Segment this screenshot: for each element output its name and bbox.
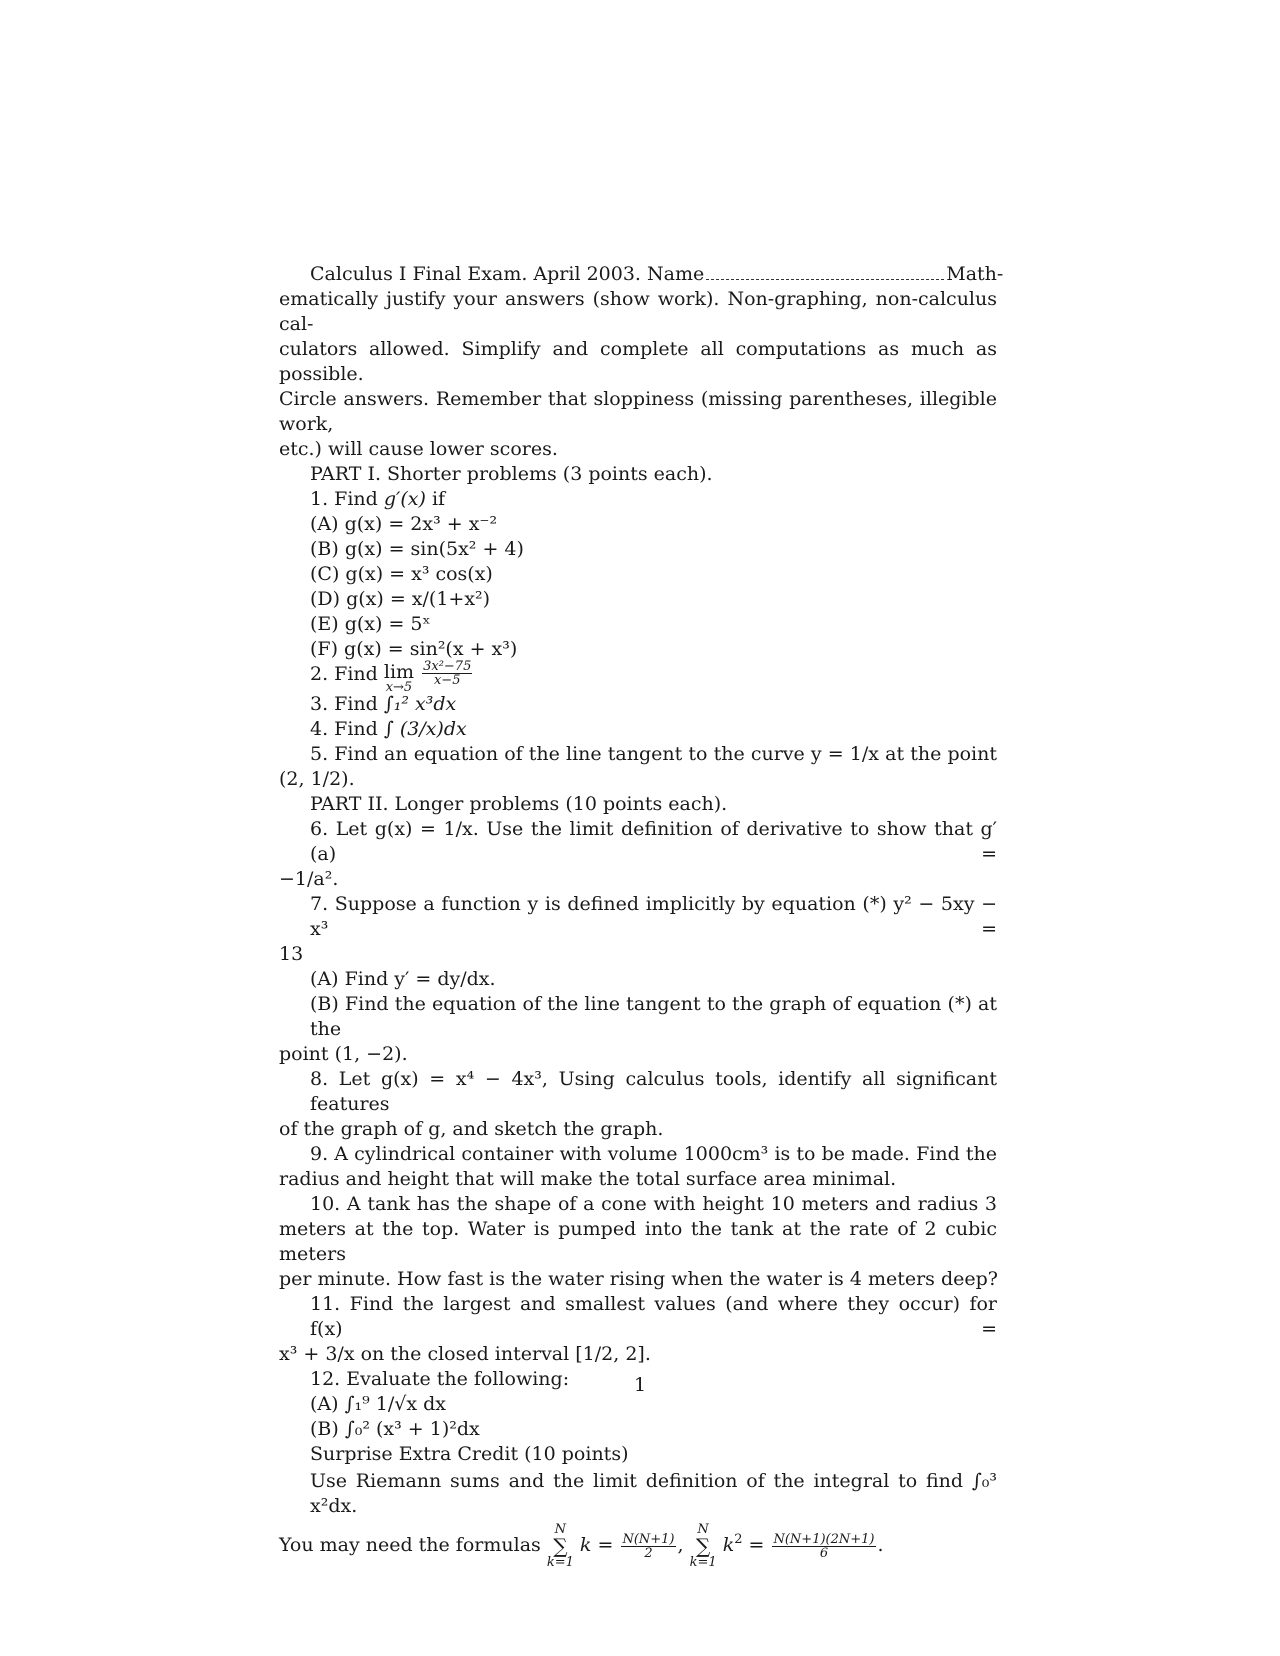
q7-line2: 13 xyxy=(279,943,304,965)
q9-line1: 9. A cylindrical container with volume 1000cm³ is to be made. Find the xyxy=(310,1143,997,1165)
instructions-line: culators allowed. Simplify and complete all computations as much as possible. xyxy=(279,338,997,385)
exam-title-line xyxy=(279,262,1004,287)
q4: 4. Find ∫ (3/x)dx xyxy=(310,718,467,740)
formula-1-fraction: $\frac{N(N+1)}{2}$ xyxy=(622,1531,675,1561)
q6-line2: −1/a². xyxy=(279,868,339,890)
q9-line2: radius and height that will make the total surface area minimal. xyxy=(279,1168,897,1190)
formula-2-fraction: $\frac{N(N+1)(2N+1)}{6}$ xyxy=(773,1531,875,1561)
part2-heading: PART II. Longer problems (10 points each). xyxy=(310,793,728,815)
q7-line1: 7. Suppose a function y is defined implicitly by equation (*) y² − 5xy − x³ = xyxy=(310,893,997,940)
summation-1: N ∑ k=1 xyxy=(546,1522,574,1570)
q10-line3: per minute. How fast is the water rising when the water is 4 meters deep? xyxy=(279,1268,998,1290)
extra-credit-heading: Surprise Extra Credit (10 points) xyxy=(310,1443,629,1465)
q1-item: (D) g(x) = x/(1+x²) xyxy=(310,588,491,610)
q7-b-line2: point (1, −2). xyxy=(279,1043,408,1065)
q8-line1: 8. Let g(x) = x⁴ − 4x³, Using calculus tools, identify all significant features xyxy=(310,1068,997,1115)
extra-credit-formulas: You may need the formulas N ∑ k=1 k = $\frac{N(N+1)}{2}$ , N ∑ k=1 $k^2$ = $\frac{N(N+1)(2N+1)}{6}$ . xyxy=(279,1522,884,1570)
instructions-line: Circle answers. Remember that sloppiness (missing parentheses, illegible work, xyxy=(279,388,997,435)
q2: 2. Find lim x→5 $\frac{\text{3x²−75}}{x-5}$ xyxy=(310,659,472,695)
instructions-line: etc.) will cause lower scores. xyxy=(279,438,558,460)
exam-title: Calculus I Final Exam. April 2003. Name xyxy=(310,263,705,285)
q12-b: (B) ∫₀² (x³ + 1)²dx xyxy=(310,1418,480,1440)
q6-line1: 6. Let g(x) = 1/x. Use the limit definition of derivative to show that g′(a) = xyxy=(310,818,997,865)
summation-2: N ∑ k=1 xyxy=(689,1522,717,1570)
part1-heading: PART I. Shorter problems (3 points each). xyxy=(310,463,713,485)
q5-line1: 5. Find an equation of the line tangent to the curve y = 1/x at the point xyxy=(310,743,997,765)
q12-a: (A) ∫₁⁹ 1/√x dx xyxy=(310,1393,446,1415)
q8-line2: of the graph of g, and sketch the graph. xyxy=(279,1118,664,1140)
extra-credit-line1: Use Riemann sums and the limit definition of the integral to find ∫₀³ x²dx. xyxy=(310,1470,997,1517)
q11-line2: x³ + 3/x on the closed interval [1/2, 2]. xyxy=(279,1343,651,1365)
q5-line2: (2, 1/2). xyxy=(279,768,355,790)
q1-item: (F) g(x) = sin²(x + x³) xyxy=(310,638,518,660)
q1-item: (B) g(x) = sin(5x² + 4) xyxy=(310,538,524,560)
q11-line1: 11. Find the largest and smallest values (and where they occur) for f(x) = xyxy=(310,1293,997,1340)
q1-item: (A) g(x) = 2x³ + x⁻² xyxy=(310,513,498,535)
q10-line2: meters at the top. Water is pumped into the tank at the rate of 2 cubic meters xyxy=(279,1218,997,1265)
q7-a: (A) Find y′ = dy/dx. xyxy=(310,968,496,990)
limit-fraction: $\frac{\text{3x²−75}}{x-5}$ xyxy=(423,659,472,688)
q1-intro: 1. Find g′(x) if xyxy=(310,488,446,510)
q1-item: (C) g(x) = x³ cos(x) xyxy=(310,563,493,585)
q10-line1: 10. A tank has the shape of a cone with height 10 meters and radius 3 xyxy=(310,1193,997,1215)
math-word-start: Math- xyxy=(946,263,1004,285)
limit-expression: lim x→5 xyxy=(383,661,415,695)
instructions-line: ematically justify your answers (show work). Non-graphing, non-calculus cal- xyxy=(279,288,997,335)
q1-item: (E) g(x) = 5ˣ xyxy=(310,613,431,635)
page-number: 1 xyxy=(633,1374,647,1396)
name-blank-line[interactable] xyxy=(706,265,944,280)
q7-b-line1: (B) Find the equation of the line tangent to the graph of equation (*) at the xyxy=(310,993,997,1040)
q3: 3. Find ∫₁² x³dx xyxy=(310,693,457,715)
q12-intro: 12. Evaluate the following: xyxy=(310,1368,570,1390)
